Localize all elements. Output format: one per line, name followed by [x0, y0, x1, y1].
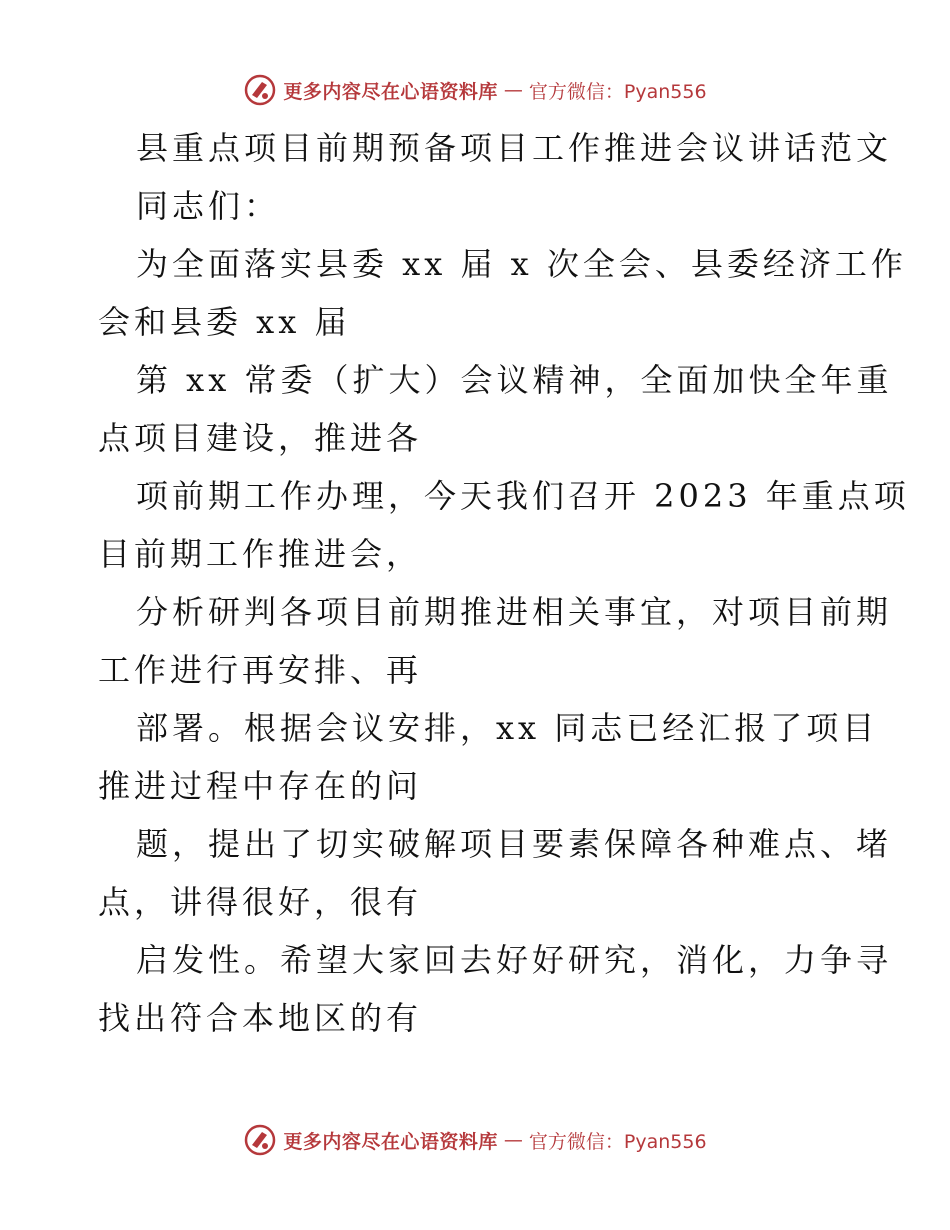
- paragraph-line: 点，讲得很好，很有: [98, 883, 423, 921]
- paragraph-line: 启发性。希望大家回去好好研究，消化，力争寻: [136, 941, 893, 979]
- paragraph-line: 推进过程中存在的问: [98, 767, 423, 805]
- banner-wechat: 官方微信：Pyan556: [528, 80, 707, 103]
- paragraph-line: 点项目建设，推进各: [98, 419, 423, 457]
- paragraph-line: 找出符合本地区的有: [98, 999, 423, 1037]
- paragraph-line: 分析研判各项目前期推进相关事宜，对项目前期: [136, 593, 893, 631]
- paragraph-line: 项前期工作办理，今天我们召开 2023 年重点项: [136, 477, 910, 515]
- paragraph-line: 第 xx 常委（扩大）会议精神，全面加快全年重: [136, 361, 893, 399]
- paragraph-line: 工作进行再安排、再: [98, 651, 423, 689]
- footer-banner: [0, 1120, 950, 1160]
- paragraph-line: 目前期工作推进会，: [98, 535, 423, 573]
- paragraph-line: 部署。根据会议安排，xx 同志已经汇报了项目: [136, 709, 879, 747]
- paragraph-line: 为全面落实县委 xx 届 x 次全会、县委经济工作: [136, 245, 907, 283]
- banner-text: 更多内容尽在心语资料库: [283, 1130, 498, 1153]
- paragraph-line: 会和县委 xx 届: [98, 303, 351, 341]
- banner-wechat: 官方微信：Pyan556: [528, 1130, 707, 1153]
- document-title: 县重点项目前期预备项目工作推进会议讲话范文: [136, 129, 893, 167]
- header-banner: [0, 70, 950, 110]
- salutation: 同志们：: [136, 187, 281, 225]
- logo-seal-icon: [243, 73, 277, 107]
- banner-separator: —: [503, 79, 523, 101]
- banner-separator: —: [503, 1129, 523, 1151]
- banner-text: 更多内容尽在心语资料库: [283, 80, 498, 103]
- paragraph-line: 题，提出了切实破解项目要素保障各种难点、堵: [136, 825, 893, 863]
- logo-seal-icon: [243, 1123, 277, 1157]
